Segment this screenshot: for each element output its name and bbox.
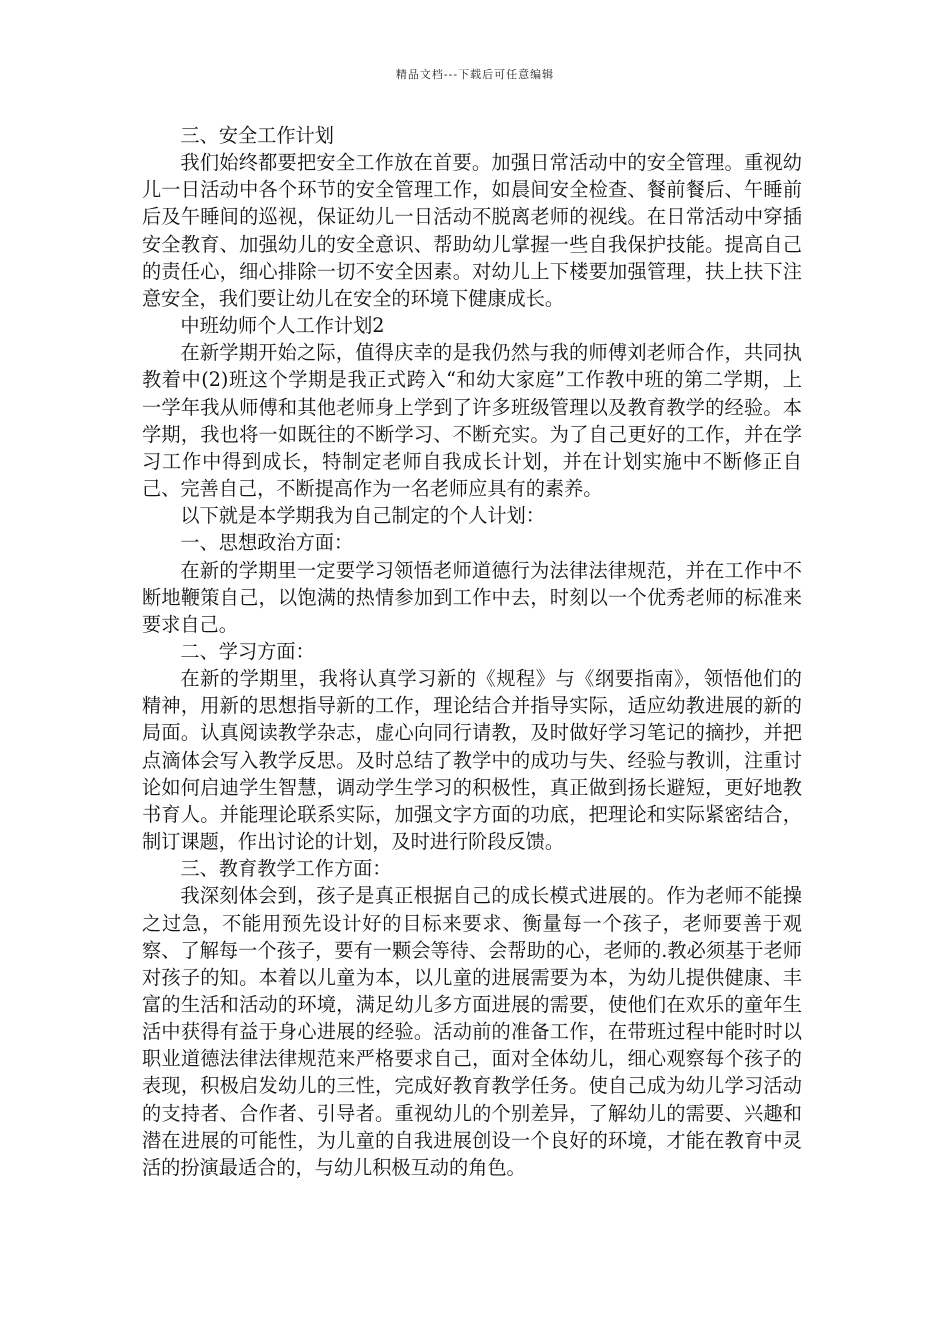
document-body	[142, 122, 802, 1181]
paragraph-intro: 在新学期开始之际，值得庆幸的是我仍然与我的师傅刘老师合作，共同执教着中(2)班这个学期是我正式跨入“和幼大家庭”工作教中班的第二学期，上一学年我从师傅和其他老师身上学到了许多班级管理以及教育教学的经验。本学期，我也将一如既往的不断学习、不断充实。为了自己更好的工作，并在学习工作中得到成长，特制定老师自我成长计划，并在计划实施中不断修正自己、完善自己，不断提高作为一名老师应具有的素养。	[142, 341, 802, 501]
paragraph-teaching: 我深刻体会到，孩子是真正根据自己的成长模式进展的。作为老师不能操之过急，不能用预先设计好的目标来要求、衡量每一个孩子，老师要善于观察、了解每一个孩子，要有一颗会等待、会帮助的心，老师的.教必须基于老师对孩子的知。本着以儿童为本，以儿童的进展需要为本，为幼儿提供健康、丰富的生活和活动的环境，满足幼儿多方面进展的需要，使他们在欢乐的童年生活中获得有益于身心进展的经验。活动前的准备工作，在带班过程中能时时以职业道德法律法律规范来严格要求自己，面对全体幼儿，细心观察每个孩子的表现，积极启发幼儿的三性，完成好教育教学任务。使自己成为幼儿学习活动的支持者、合作者、引导者。重视幼儿的个别差异，了解幼儿的需要、兴趣和潜在进展的可能性，为儿童的自我进展创设一个良好的环境，才能在教育中灵活的扮演最适合的，与幼儿积极互动的角色。	[142, 884, 802, 1179]
paragraph-plan-lead: 以下就是本学期我为自己制定的个人计划：	[180, 504, 545, 528]
section-heading-safety: 三、安全工作计划	[180, 124, 334, 147]
section-heading-politics: 一、思想政治方面：	[180, 531, 354, 555]
document-title-plan-2: 中班幼师个人工作计划2	[180, 314, 385, 338]
paragraph-safety: 我们始终都要把安全工作放在首要。加强日常活动中的安全管理。重视幼儿一日活动中各个环节的安全管理工作，如晨间安全检查、餐前餐后、午睡前后及午睡间的巡视，保证幼儿一日活动不脱离老师的视线。在日常活动中穿插安全教育、加强幼儿的安全意识、帮助幼儿掌握一些自我保护技能。提高自己的责任心，细心排除一切不安全因素。对幼儿上下楼要加强管理，扶上扶下注意安全，我们要让幼儿在安全的环境下健康成长。	[142, 151, 802, 310]
section-heading-study: 二、学习方面：	[180, 639, 315, 663]
section-heading-teaching: 三、教育教学工作方面：	[180, 857, 392, 881]
paragraph-study: 在新的学期里，我将认真学习新的《规程》与《纲要指南》，领悟他们的精神，用新的思想指导新的工作，理论结合并指导实际，适应幼教进展的新的局面。认真阅读教学杂志，虚心向同行请教，及时做好学习笔记的摘抄，并把点滴体会写入教学反思。及时总结了教学中的成功与失、经验与教训，注重讨论如何启迪学生智慧，调动学生学习的积极性，真正做到扬长避短，更好地教书育人。并能理论联系实际，加强文字方面的功底，把理论和实际紧密结合，制订课题，作出讨论的计划，及时进行阶段反馈。	[142, 667, 802, 854]
paragraph-politics: 在新的学期里一定要学习领悟老师道德行为法律法律规范，并在工作中不断地鞭策自己，以饱满的热情参加到工作中去，时刻以一个优秀老师的标准来要求自己。	[142, 558, 802, 636]
page-header: 精品文档---下载后可任意编辑	[395, 68, 555, 81]
